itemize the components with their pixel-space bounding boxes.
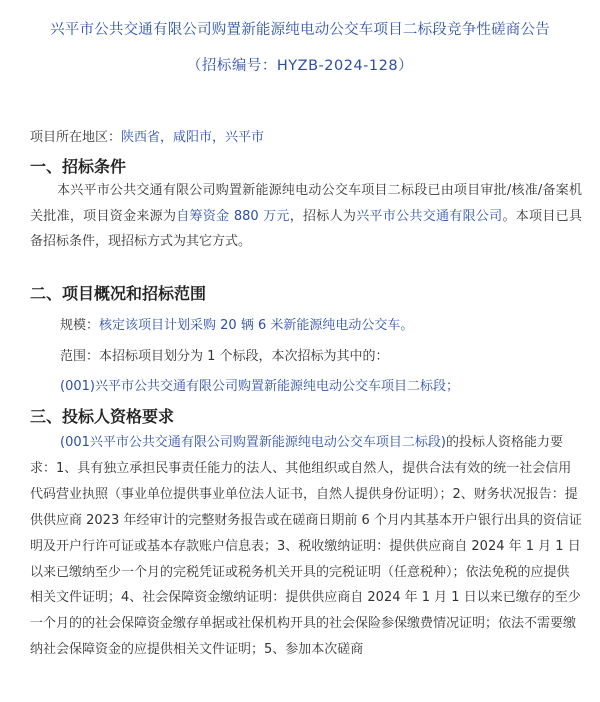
conditions-text-2: ，招标人为 — [289, 208, 357, 224]
bid-code: （招标编号：HYZB-2024-128） — [186, 58, 414, 74]
project-scale — [60, 314, 413, 333]
section-heading-conditions: 一、招标条件 — [30, 157, 127, 176]
qualification-requirements — [30, 430, 582, 663]
project-region — [30, 126, 264, 145]
scale-value: 核定该项目计划采购 20 辆 6 米新能源纯电动公交车。 — [99, 318, 414, 333]
region-value: 陕西省，咸阳市，兴平市 — [121, 130, 265, 145]
conditions-text-1: 本兴平市公共交通有限公司购置新能源纯电动公交车项目二标段已由项目审批/核准/备案机关批准，项目资金来源为 — [30, 183, 582, 224]
lot-item: (001)兴平市公共交通有限公司购置新能源纯电动公交车项目二标段； — [60, 379, 459, 394]
scale-label: 规模： — [60, 318, 100, 333]
conditions-paragraph — [30, 178, 582, 255]
funding-source: 自筹资金 880 万元 — [176, 208, 290, 224]
region-label: 项目所在地区： — [30, 130, 122, 145]
section-heading-overview: 二、项目概况和招标范围 — [30, 284, 207, 303]
page-title: 兴平市公共交通有限公司购置新能源纯电动公交车项目二标段竞争性磋商公告 — [50, 22, 550, 38]
project-scope: 范围：本招标项目划分为 1 个标段，本次招标为其中的： — [60, 349, 389, 364]
conditions-text-3: 。本项目已具备招标条件，现招标方式为其它方式。 — [30, 208, 582, 250]
section-heading-qualifications: 三、投标人资格要求 — [30, 407, 175, 426]
qualification-lot-ref: (001兴平市公共交通有限公司购置新能源纯电动公交车项目二标段) — [60, 435, 446, 450]
qualification-text: 的投标人资格能力要求：1、具有独立承担民事责任能力的法人、其他组织或自然人，提供合法有效的统一社会信用代码营业执照（事业单位提供事业单位法人证书，自然人提供身份证明）；2、财务状况报告：提供供应商 2023 年经审计的完整财务报告或在磋商日期前 6 个月内其基本开户银行出具的资信证明及开户行许可证或基本存款账户信息表；3、税收缴纳证明：提供供应商自 2024 年 1 月 1 日以来已缴纳至少一个月的完税凭证或税务机关开具的完税证明（任意税种）；依法免税的应提供相关文件证明；4、社会保障资金缴纳证明：提供供应商自 2024 年 1 月 1 日以来已缴存的至少一个月的的社会保障资金缴存单据或社保机构开具的社会保险参保缴费情况证明；依法不需要缴纳社会保障资金的应提供相关文件证明；5、参加本次磋商 — [30, 435, 582, 658]
tenderer-name: 兴平市公共交通有限公司 — [356, 208, 503, 224]
